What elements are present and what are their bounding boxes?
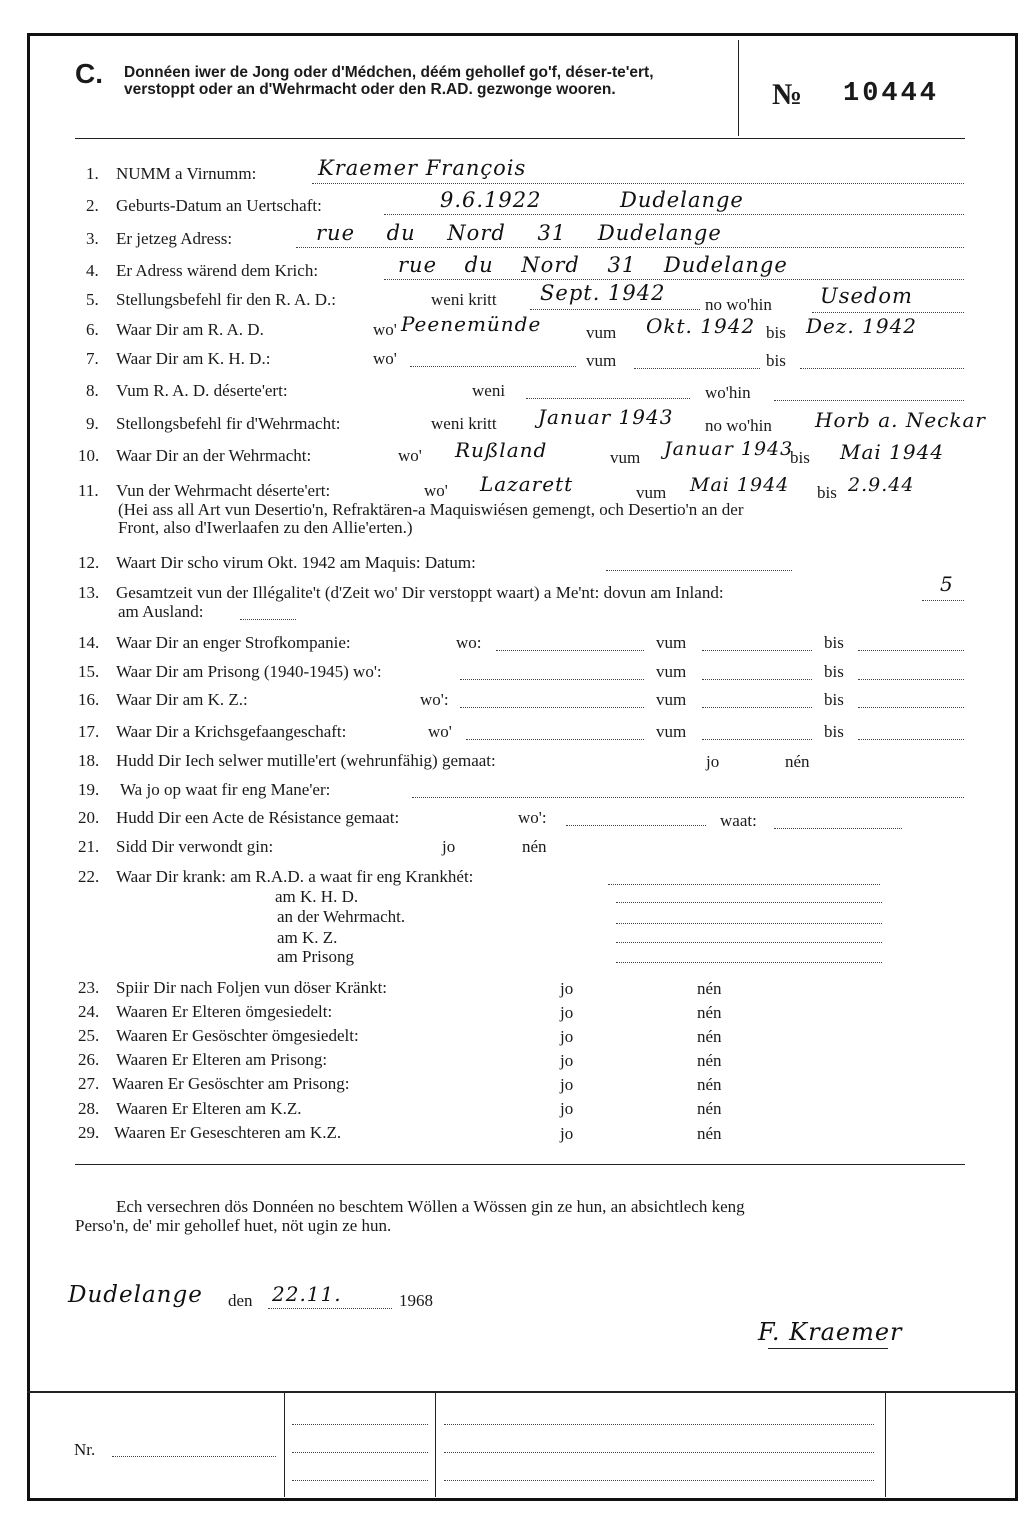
no-wohin-label: no wo'hin [705,416,772,435]
resistance-what-field[interactable] [774,828,902,829]
address-field[interactable] [296,247,964,248]
inland-months-field[interactable] [922,600,964,601]
form-title: Donnéen iwer de Jong oder d'Médchen, déém gehollef go'f, déser-te'ert, verstoppt oder an d'Wehrmacht oder den R.AD. gezwonge wooren. [124,64,654,98]
row-number: 8. [86,381,99,400]
vum-label: vum [656,633,687,652]
vum-label: vum [656,722,687,741]
prison-to-field[interactable] [858,679,964,680]
jo-option[interactable]: jo [560,979,574,998]
footer-divider [435,1393,436,1497]
rad-service-from-value: Okt. 1942 [646,314,756,338]
row-number: 24. [78,1002,100,1021]
wehrmacht-order-label: Stellongsbefehl fir d'Wehrmacht: [116,414,341,433]
footer-field[interactable] [444,1452,874,1453]
declaration-text: Perso'n, de' mir gehollef huet, nöt ugin ze hun. [75,1216,392,1235]
war-address-field[interactable] [384,279,964,280]
parents-prison-label: Waaren Er Elteren am Prisong: [116,1050,328,1069]
row-number: 25. [78,1026,100,1045]
sickness-label: Waar Dir krank: am R.A.D. a waat fir eng Krankhét: [116,867,474,886]
row-number: 4. [86,261,99,280]
nen-option[interactable]: nén [697,1003,722,1022]
wo-label: wo' [398,446,422,465]
rad-order-date-value: Sept. 1942 [540,281,666,305]
resistance-label: Hudd Dir een Acte de Résistance gemaat: [116,808,400,827]
section-rule [75,1164,965,1165]
signature-value: F. Kraemer [758,1318,903,1346]
jo-option[interactable]: jo [560,1027,574,1046]
nen-option[interactable]: nén [785,752,810,771]
waat-label: waat: [720,811,757,830]
sickness-kz-field[interactable] [616,942,882,943]
jo-option[interactable]: jo [442,837,456,856]
footer-divider [284,1393,285,1497]
sickness-rad-field[interactable] [608,884,880,885]
nen-option[interactable]: nén [697,1051,722,1070]
weni-kritt-label: weni kritt [431,414,497,433]
name-label: NUMM a Virnumm: [116,164,257,183]
form-number: 10444 [843,79,940,109]
vum-label: vum [656,662,687,681]
row-number: 12. [78,553,100,572]
rad-desertion-date-field[interactable] [526,398,690,399]
signature-year: 1968 [399,1291,433,1310]
nen-option[interactable]: nén [697,1124,722,1143]
row-number: 27. [78,1074,100,1093]
nen-option[interactable]: nén [522,837,547,856]
pow-to-field[interactable] [858,739,964,740]
sickness-sub-label: am Prisong [277,947,354,966]
footer-field[interactable] [444,1480,874,1481]
wo-label: wo': [518,808,547,827]
wehrmacht-desertion-from-value: Mai 1944 [690,474,790,496]
row-number: 1. [86,164,99,183]
row-number: 10. [78,446,100,465]
footer-divider [885,1393,886,1497]
khd-from-field[interactable] [634,368,760,369]
pow-label: Waar Dir a Krichsgefaangeschaft: [116,722,347,741]
row-number: 28. [78,1099,100,1118]
kz-to-field[interactable] [858,707,964,708]
rad-service-to-value: Dez. 1942 [806,314,918,338]
signature-place-value: Dudelange [68,1282,203,1308]
wehrmacht-service-from-value: Januar 1943 [664,438,794,460]
number-symbol: № [772,78,803,111]
illegality-label: Gesamtzeit vun der Illégalite't (d'Zeit wo' Dir verstoppt waart) a Me'nt: dovun am Inland: [116,583,724,602]
weni-kritt-label: weni kritt [431,290,497,309]
footer-field[interactable] [292,1452,428,1453]
vum-label: vum [610,448,641,467]
parents-kz-label: Waaren Er Elteren am K.Z. [116,1099,302,1118]
wehrmacht-desertion-to-value: 2.9.44 [848,474,915,496]
bis-label: bis [766,351,786,370]
penal-company-from-field[interactable] [702,650,812,651]
prison-label: Waar Dir am Prisong (1940-1945) wo': [116,662,382,681]
header-rule [75,138,965,139]
wo-label: wo: [456,633,482,652]
desertion-note: Front, also d'Iwerlaafen zu den Allie'erten.) [118,518,413,537]
weni-label: weni [472,381,506,400]
row-number: 18. [78,751,100,770]
vum-label: vum [656,690,687,709]
row-number: 2. [86,196,99,215]
row-number: 26. [78,1050,100,1069]
rad-service-label: Waar Dir am R. A. D. [116,320,264,339]
row-number: 23. [78,978,100,997]
sickness-wehrmacht-field[interactable] [616,923,882,924]
sickness-prison-field[interactable] [616,962,882,963]
bis-label: bis [817,483,837,502]
row-number: 13. [78,583,100,602]
nen-option[interactable]: nén [697,1027,722,1046]
footer-nr-label: Nr. [74,1440,96,1459]
rad-order-date-field[interactable] [530,309,700,310]
row-number: 16. [78,690,100,709]
resistance-place-field[interactable] [566,825,706,826]
birth-field[interactable] [384,214,964,215]
war-address-label: Er Adress wärend dem Krich: [116,261,319,280]
khd-to-field[interactable] [800,368,964,369]
abroad-label: am Ausland: [118,602,204,621]
pow-place-field[interactable] [466,739,644,740]
bis-label: bis [824,722,844,741]
bis-label: bis [824,690,844,709]
signature-date-value: 22.11. [272,1282,342,1306]
row-number: 14. [78,633,100,652]
vum-label: vum [636,483,667,502]
bis-label: bis [824,633,844,652]
row-number: 11. [78,481,99,500]
row-number: 20. [78,808,100,827]
desertion-note: (Hei ass all Art vun Desertio'n, Refraktären-a Maquiswiésen gemengt, och Desertio'n an der [118,500,744,519]
wohin-label: wo'hin [705,383,751,402]
rad-desertion-place-field[interactable] [774,400,964,401]
maquis-date-field[interactable] [606,570,792,571]
row-number: 7. [86,349,99,368]
row-number: 22. [78,867,100,886]
row-number: 3. [86,229,99,248]
jo-option[interactable]: jo [560,1124,574,1143]
siblings-kz-label: Waaren Er Geseschteren am K.Z. [114,1123,342,1142]
wo-label: wo' [373,320,397,339]
maquis-label: Waart Dir scho virum Okt. 1942 am Maquis: Datum: [116,553,476,572]
vum-label: vum [586,351,617,370]
sickness-khd-field[interactable] [616,902,882,903]
consequences-label: Spiir Dir nach Foljen vun döser Kränkt: [116,978,388,997]
footer-field[interactable] [444,1424,874,1425]
war-address-value: rue du Nord 31 Dudelange [398,253,788,277]
nen-option[interactable]: nén [697,1075,722,1094]
wo-label: wo' [373,349,397,368]
siblings-prison-label: Waaren Er Gesöschter am Prisong: [112,1074,350,1093]
penal-company-place-field[interactable] [496,650,644,651]
bis-label: bis [766,323,786,342]
row-number: 21. [78,837,100,856]
nen-option[interactable]: nén [697,979,722,998]
name-value: Kraemer François [318,156,527,180]
wehrmacht-service-label: Waar Dir an der Wehrmacht: [116,446,312,465]
wounded-label: Sidd Dir verwondt gin: [116,837,274,856]
row-number: 9. [86,414,99,433]
birth-date-value: 9.6.1922 [440,188,542,212]
sickness-sub-label: am K. H. D. [275,887,359,906]
den-label: den [228,1291,253,1310]
jo-option[interactable]: jo [560,1051,574,1070]
jo-option[interactable]: jo [560,1075,574,1094]
siblings-resettled-label: Waaren Er Gesöschter ömgesiedelt: [116,1026,359,1045]
manner-label: Wa jo op waat fir eng Mane'er: [120,780,331,799]
jo-option[interactable]: jo [560,1003,574,1022]
rad-order-label: Stellungsbefehl fir den R. A. D.: [116,290,337,309]
row-number: 6. [86,320,99,339]
pow-from-field[interactable] [702,739,812,740]
footer-field[interactable] [292,1480,428,1481]
inland-months-value: 5 [940,572,954,596]
row-number: 15. [78,662,100,681]
birth-label: Geburts-Datum an Uertschaft: [116,196,322,215]
rad-place-field[interactable] [812,312,964,313]
footer-rule [27,1391,1018,1393]
signature-date-field[interactable] [268,1308,392,1309]
row-number: 29. [78,1123,100,1142]
bis-label: bis [824,662,844,681]
kz-from-field[interactable] [702,707,812,708]
prison-from-field[interactable] [702,679,812,680]
footer-nr-field[interactable] [112,1456,276,1457]
rad-place-value: Usedom [820,284,913,308]
sickness-sub-label: an der Wehrmacht. [277,907,406,926]
jo-option[interactable]: jo [560,1099,574,1118]
self-mutilation-label: Hudd Dir Iech selwer mutille'ert (wehrunfähig) gemaat: [116,751,496,770]
abroad-months-field[interactable] [240,619,296,620]
manner-field[interactable] [412,797,964,798]
rad-desertion-label: Vum R. A. D. déserte'ert: [116,381,288,400]
address-label: Er jetzeg Adress: [116,229,233,248]
name-field[interactable] [312,183,964,184]
row-number: 17. [78,722,100,741]
signature-underline [768,1348,888,1349]
jo-option[interactable]: jo [706,752,720,771]
nen-option[interactable]: nén [697,1099,722,1118]
parents-resettled-label: Waaren Er Elteren ömgesiedelt: [116,1002,333,1021]
kz-label: Waar Dir am K. Z.: [116,690,248,709]
header-divider [738,40,739,136]
row-number: 19. [78,780,100,799]
no-wohin-label: no wo'hin [705,295,772,314]
wo-label: wo' [424,481,448,500]
bis-label: bis [790,448,810,467]
footer-field[interactable] [292,1424,428,1425]
kz-place-field[interactable] [460,707,644,708]
row-number: 5. [86,290,99,309]
prison-place-field[interactable] [460,679,644,680]
penal-company-label: Waar Dir an enger Strofkompanie: [116,633,351,652]
wehrmacht-place-value: Horb a. Neckar [815,408,986,432]
rad-service-place-value: Peenemünde [401,312,542,336]
wehrmacht-order-date-value: Januar 1943 [538,405,674,429]
wehrmacht-service-to-value: Mai 1944 [840,440,945,464]
address-value: rue du Nord 31 Dudelange [316,221,722,245]
wehrmacht-desertion-label: Vun der Wehrmacht déserte'ert: [116,481,331,500]
sickness-sub-label: am K. Z. [277,928,338,947]
declaration-text: Ech versechren dös Donnéen no beschtem Wöllen a Wössen gin ze hun, an absichtlech keng [116,1197,745,1216]
khd-place-field[interactable] [410,366,576,367]
wo-label: wo' [428,722,452,741]
wo-label: wo': [420,690,449,709]
birth-place-value: Dudelange [620,188,744,212]
section-letter: C. [75,58,103,89]
penal-company-to-field[interactable] [858,650,964,651]
wehrmacht-service-place-value: Rußland [455,438,548,462]
wehrmacht-desertion-place-value: Lazarett [480,472,574,496]
khd-label: Waar Dir am K. H. D.: [116,349,271,368]
vum-label: vum [586,323,617,342]
